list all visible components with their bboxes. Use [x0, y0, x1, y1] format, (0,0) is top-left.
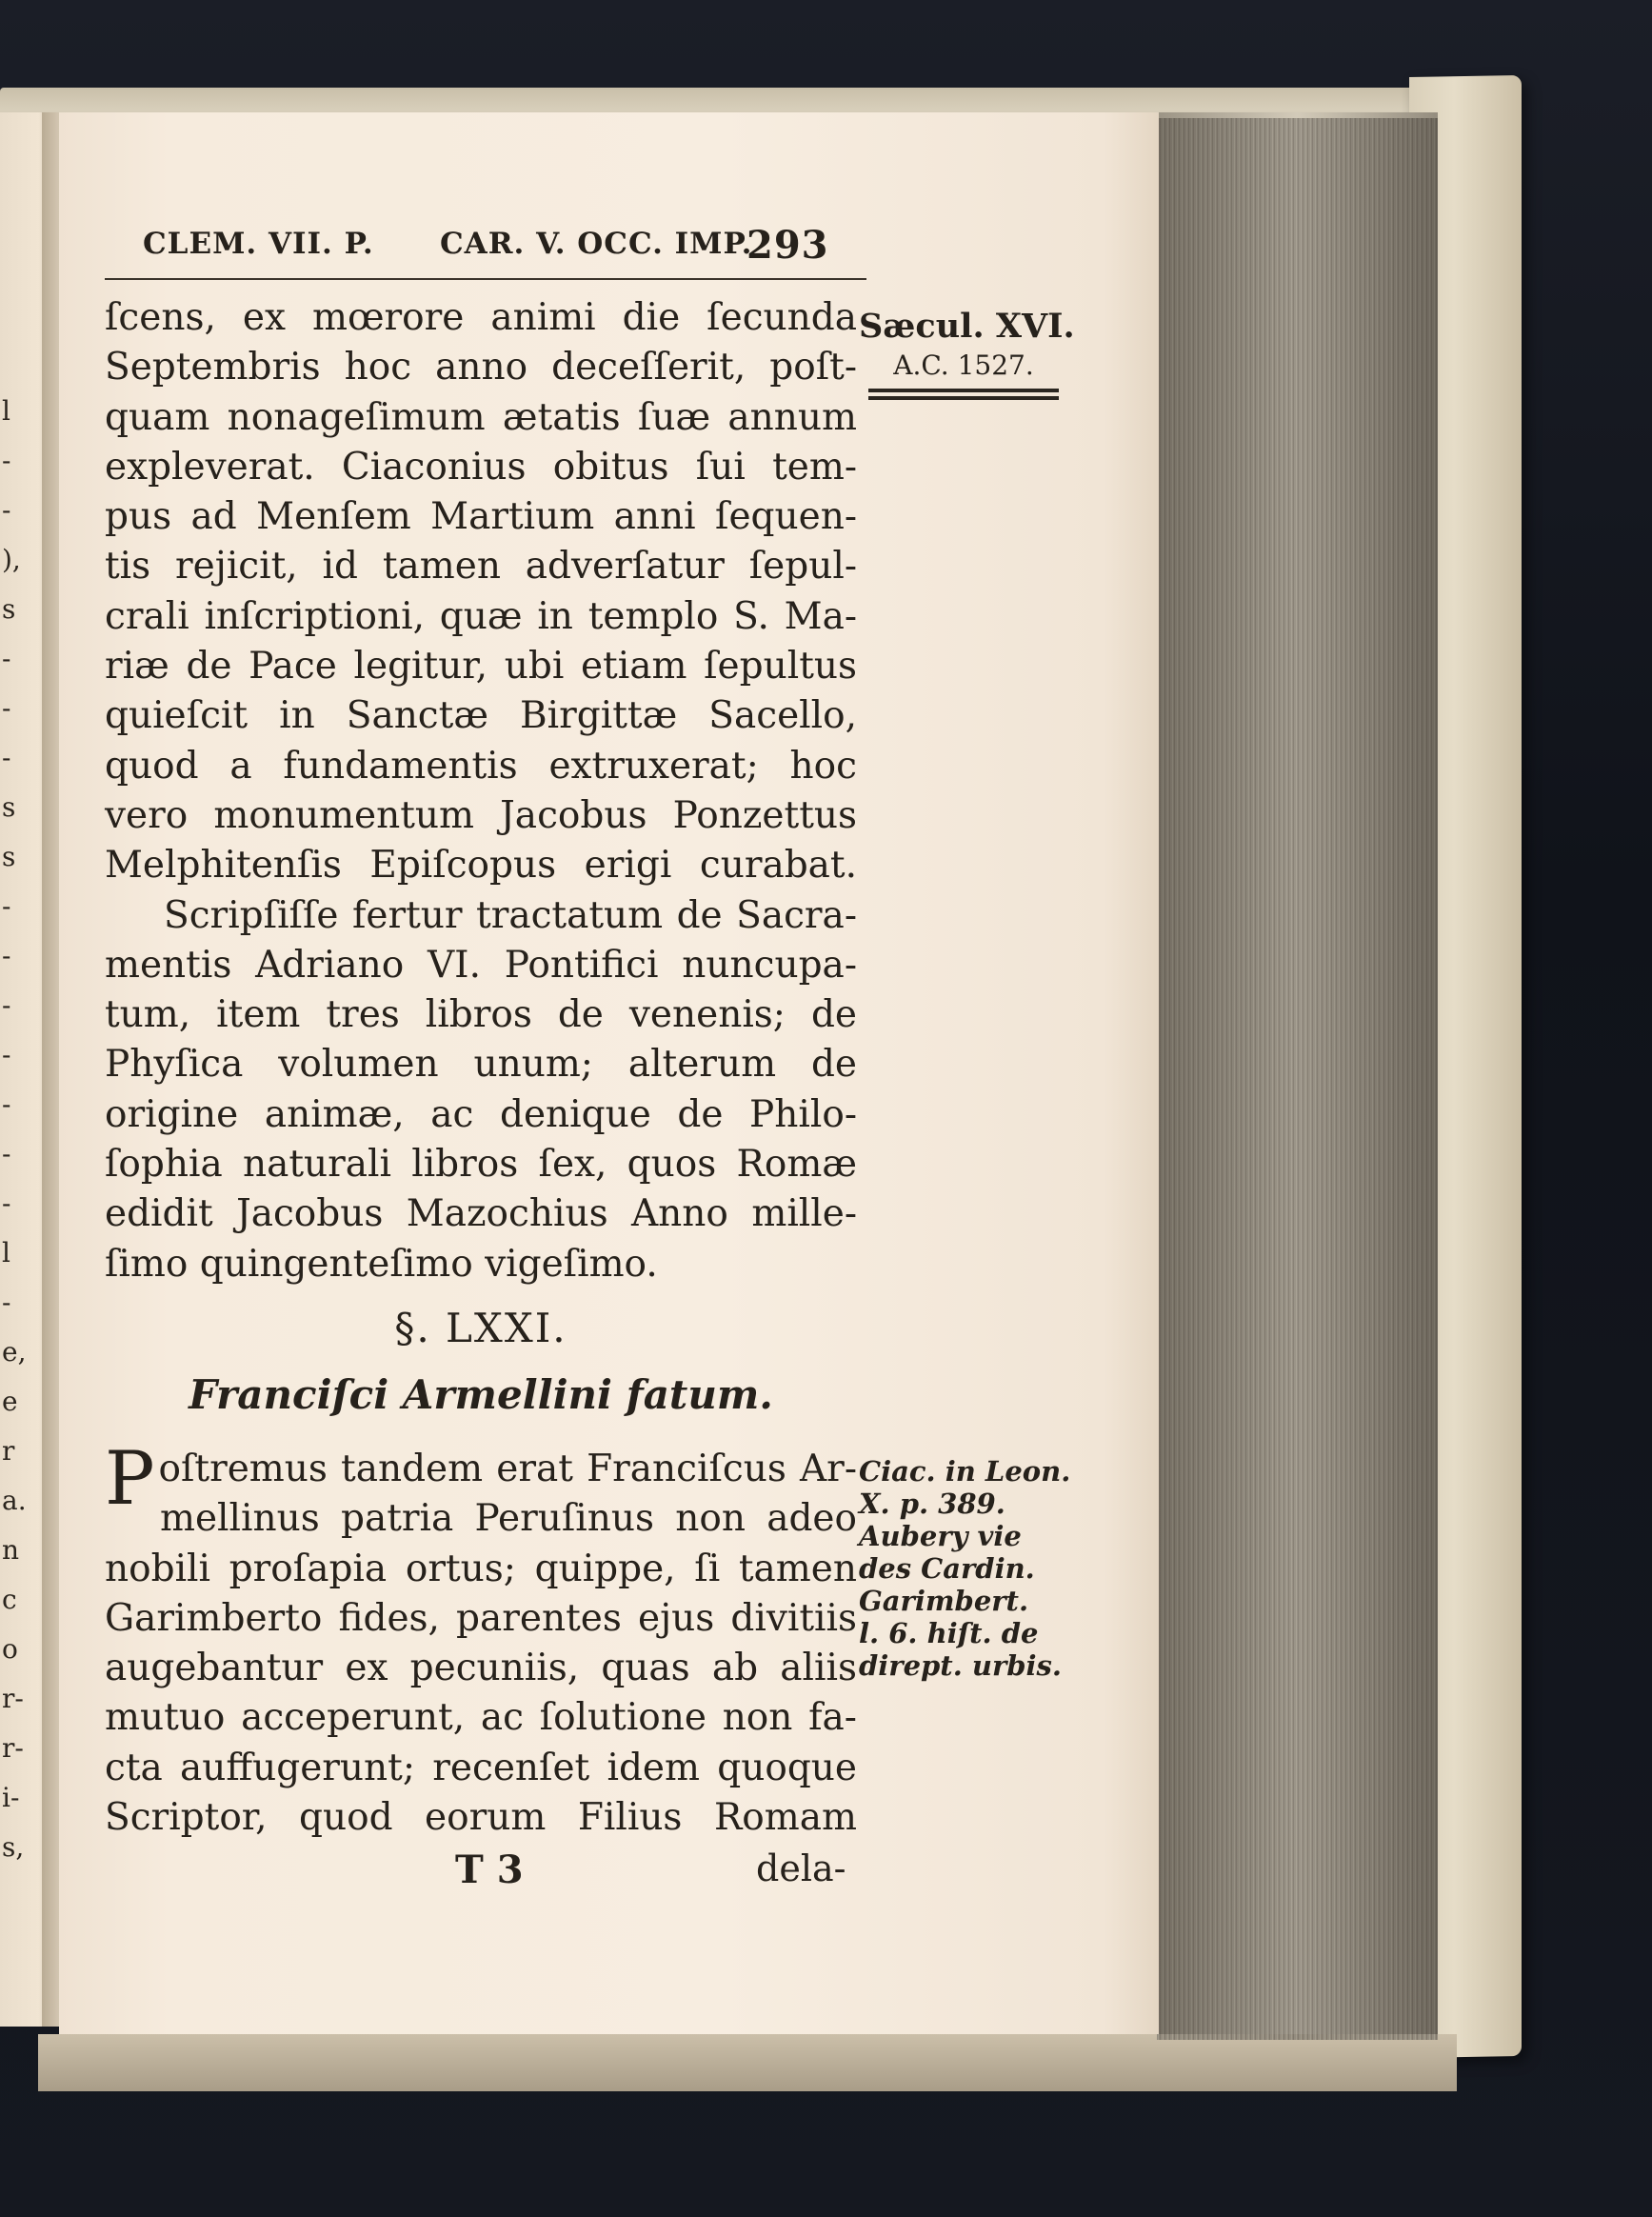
catchword: dela-: [756, 1848, 846, 1889]
text-line: riæ de Pace legitur, ubi etiam ſepultus: [105, 645, 857, 689]
text-line: Scriptor, quod eorum Filius Romam: [105, 1796, 857, 1840]
margin-note-year: [859, 307, 1075, 404]
text-line: ſimo quingenteſimo vigeſimo.: [105, 1242, 658, 1286]
margin-note-anno: A.C. 1527.: [893, 350, 1034, 381]
paragraph-1: [105, 293, 857, 891]
text-line: Garimberto fides, parentes ejus divitiis: [105, 1596, 857, 1640]
section-number: §. LXXI.: [394, 1305, 567, 1351]
left-page-fragment: -: [2, 1287, 11, 1318]
left-page-fragment: r: [2, 1435, 15, 1467]
text-line: oſtremus tandem erat Franciſcus Ar-: [158, 1448, 857, 1490]
left-page-fragment: s,: [2, 1831, 25, 1863]
left-page-fragment: o: [2, 1633, 18, 1665]
left-page-fragment: -: [2, 890, 11, 922]
left-page-fragment: e: [2, 1386, 18, 1417]
left-page-fragment: -: [2, 742, 11, 773]
running-head-left: CLEM. VII. P.: [143, 227, 374, 261]
text-line: pus ad Menſem Martium anni ſequen-: [105, 495, 857, 539]
signature-mark: T 3: [455, 1848, 524, 1892]
text-line: ſcens, ex mœrore animi die ſecunda: [105, 296, 857, 339]
margin-note-rules: [868, 389, 1059, 400]
left-page-fragment: a.: [2, 1485, 27, 1516]
left-page-fragment: s: [2, 791, 16, 823]
running-head-center: CAR. V. OCC. IMP.: [440, 227, 753, 261]
left-page-fragment: -: [2, 494, 11, 526]
text-line: tum, item tres libros de venenis; de: [105, 993, 857, 1037]
page-number: 293: [746, 223, 829, 268]
left-page-fragment: l: [2, 1237, 10, 1268]
text-line: mellinus patria Peruſinus non adeo: [160, 1497, 857, 1541]
text-line: Melphitenſis Epiſcopus erigi curabat.: [105, 844, 857, 888]
left-page-fragment: -: [2, 1188, 11, 1219]
text-line: edidit Jacobus Mazochius Anno mille-: [105, 1192, 857, 1236]
text-line: Scripſiſſe fertur tractatum de Sacra-: [164, 893, 857, 937]
left-page-fragment: -: [2, 643, 11, 674]
margin-ref-line: l. 6. hiſt. de: [859, 1617, 1039, 1649]
margin-ref-line: Ciac. in Leon.: [859, 1455, 1071, 1488]
text-line: Septembris hoc anno deceſſerit, poſt-: [105, 346, 857, 389]
body-text-2: [105, 1436, 857, 1843]
text-line: origine animæ, ac denique de Philo-: [105, 1092, 857, 1136]
drop-cap: P: [105, 1436, 155, 1522]
text-line: augebantur ex pecuniis, quas ab aliis: [105, 1647, 857, 1690]
book-bottom-edge: [38, 2034, 1457, 2091]
left-page-fragment: -: [2, 445, 11, 476]
left-page-fragment: r-: [2, 1683, 24, 1714]
left-page-fragment: -: [2, 940, 11, 971]
left-page-fragment: l: [2, 395, 10, 427]
text-line: tis rejicit, id tamen adverſatur ſepul-: [105, 545, 857, 589]
header-rule: [105, 278, 866, 280]
left-page-fragment: r-: [2, 1732, 24, 1764]
text-line: ſophia naturali libros ſex, quos Romæ: [105, 1143, 857, 1187]
text-line: expleverat. Ciaconius obitus ſui tem-: [105, 445, 857, 489]
left-page-fragment: n: [2, 1534, 20, 1566]
text-line: quieſcit in Sanctæ Birgittæ Sacello,: [105, 694, 857, 738]
running-head: [143, 223, 866, 268]
text-line: cta auffugerunt; recenſet idem quoque: [105, 1746, 857, 1789]
text-line: vero monumentum Jacobus Ponzettus: [105, 793, 857, 837]
left-page-fragment: -: [2, 1138, 11, 1169]
left-page-fragment: -: [2, 989, 11, 1021]
margin-note-references: [859, 1455, 1078, 1682]
margin-ref-line: X. p. 389.: [859, 1488, 1005, 1520]
text-line: nobili proſapia ortus; quippe, ſi tamen: [105, 1547, 857, 1590]
left-page-fragment: ),: [2, 544, 21, 575]
text-line: Phyſica volumen unum; alterum de: [105, 1043, 857, 1087]
left-page-fragment: i-: [2, 1782, 20, 1813]
text-line: quod a fundamentis extruxerat; hoc: [105, 744, 857, 788]
left-page-fragment: s: [2, 841, 16, 872]
margin-ref-line: dirept. urbis.: [859, 1649, 1062, 1682]
margin-ref-line: Garimbert.: [859, 1585, 1029, 1617]
paragraph-2: [105, 891, 857, 1289]
left-page-fragment: s: [2, 593, 16, 625]
margin-note-century: Sæcul. XVI.: [859, 307, 1075, 346]
left-page-fragment: -: [2, 1039, 11, 1070]
left-page-fragment: c: [2, 1584, 17, 1615]
page-fore-edges-shade: [1157, 112, 1438, 2034]
text-line: quam nonageſimum ætatis ſuæ annum: [105, 395, 857, 439]
margin-ref-line: Aubery vie: [859, 1520, 1022, 1552]
left-page-fragment: e,: [2, 1336, 27, 1368]
text-line: mentis Adriano VI. Pontifici nuncupa-: [105, 943, 857, 987]
text-line: crali inſcriptioni, quæ in templo S. Ma-: [105, 594, 857, 638]
text-line: mutuo acceperunt, ac ſolutione non fa-: [105, 1696, 857, 1740]
margin-ref-line: des Cardin.: [859, 1552, 1035, 1585]
body-text-1: [105, 293, 857, 1289]
section-title: Franciſci Armellini fatum.: [189, 1371, 773, 1418]
left-page-fragment: -: [2, 1089, 11, 1120]
left-page-fragment: -: [2, 692, 11, 724]
